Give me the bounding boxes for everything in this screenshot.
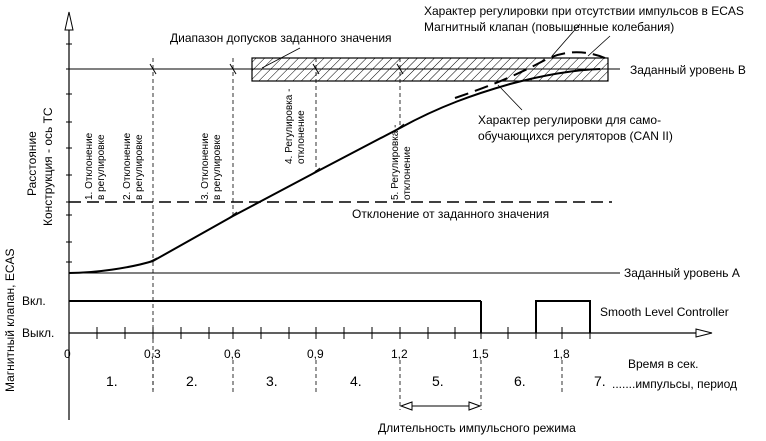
level-b-label: Заданный уровень B xyxy=(630,63,746,77)
pulse-period-label: .......импульсы, период xyxy=(612,377,738,391)
pulse-duration-arrowhead-left xyxy=(401,402,412,410)
y-axis-label-bottom: Конструкция - ось ТС xyxy=(41,107,55,226)
time-tick-label: 0,6 xyxy=(224,347,241,361)
deviation-label: Отклонение от заданного значения xyxy=(352,207,550,221)
y-axis-label-lower: Магнитный клапан, ECAS xyxy=(3,248,17,392)
y-axis-arrow xyxy=(65,12,73,30)
pulse-duration-arrowhead-right xyxy=(469,402,480,410)
note-5-line-2: отклонение xyxy=(402,146,413,200)
note-5-line-1: 5. Регулировка - xyxy=(390,124,401,200)
period-number: 5. xyxy=(432,373,444,389)
period-number: 6. xyxy=(514,373,526,389)
period-numbers xyxy=(106,373,606,389)
note-1-line-2: в регулировке xyxy=(96,134,107,200)
solenoid-high-oscillation-label: Магнитный клапан (повышенные колебания) xyxy=(424,20,675,34)
note-4-line-2: отклонение xyxy=(296,110,307,164)
note-1-line-1: 1. Отклонение xyxy=(84,132,95,200)
time-tick-label: 0,3 xyxy=(144,347,161,361)
regulation-curve xyxy=(69,69,600,273)
period-number: 2. xyxy=(186,373,198,389)
note-4-line-1: 4. Регулировка - xyxy=(284,88,295,164)
self-learning-leader xyxy=(498,85,522,110)
note-3-line-2: в регулировке xyxy=(212,134,223,200)
tolerance-range-label: Диапазон допусков заданного значения xyxy=(170,31,392,45)
period-number: 1. xyxy=(106,373,118,389)
time-tick-label: 1,5 xyxy=(472,347,489,361)
period-number: 4. xyxy=(350,373,362,389)
self-learning-label-2: обучающихся регуляторов (CAN II) xyxy=(478,129,673,143)
time-tick-label: 1,8 xyxy=(553,347,570,361)
valve-off-label: Выкл. xyxy=(22,326,55,340)
note-3-line-1: 3. Отклонение xyxy=(200,132,211,200)
smooth-controller-pulse xyxy=(536,301,590,333)
period-number: 7. xyxy=(594,373,606,389)
level-a-label: Заданный уровень A xyxy=(624,266,740,280)
smooth-controller-label: Smooth Level Controller xyxy=(600,305,729,319)
time-axis-label: Время в сек. xyxy=(628,357,699,371)
note-2-line-2: в регулировке xyxy=(134,134,145,200)
time-tick-label: 0 xyxy=(64,347,71,361)
time-axis-arrow xyxy=(696,329,712,337)
time-tick-labels xyxy=(64,347,570,361)
note-2-line-1: 2. Отклонение xyxy=(122,132,133,200)
pulse-duration-label: Длительность импульсного режима xyxy=(378,421,576,435)
valve-on-label: Вкл. xyxy=(22,294,46,308)
solenoid-leader xyxy=(588,36,610,56)
y-axis-label-top: Расстояние xyxy=(25,131,39,196)
no-pulse-behavior-label: Характер регулировки при отсутствии импульсов в ECAS xyxy=(424,4,744,18)
time-tick-label: 1,2 xyxy=(391,347,408,361)
time-tick-label: 0,9 xyxy=(307,347,324,361)
period-number: 3. xyxy=(266,373,278,389)
self-learning-label-1: Характер регулировки для само- xyxy=(478,113,662,127)
